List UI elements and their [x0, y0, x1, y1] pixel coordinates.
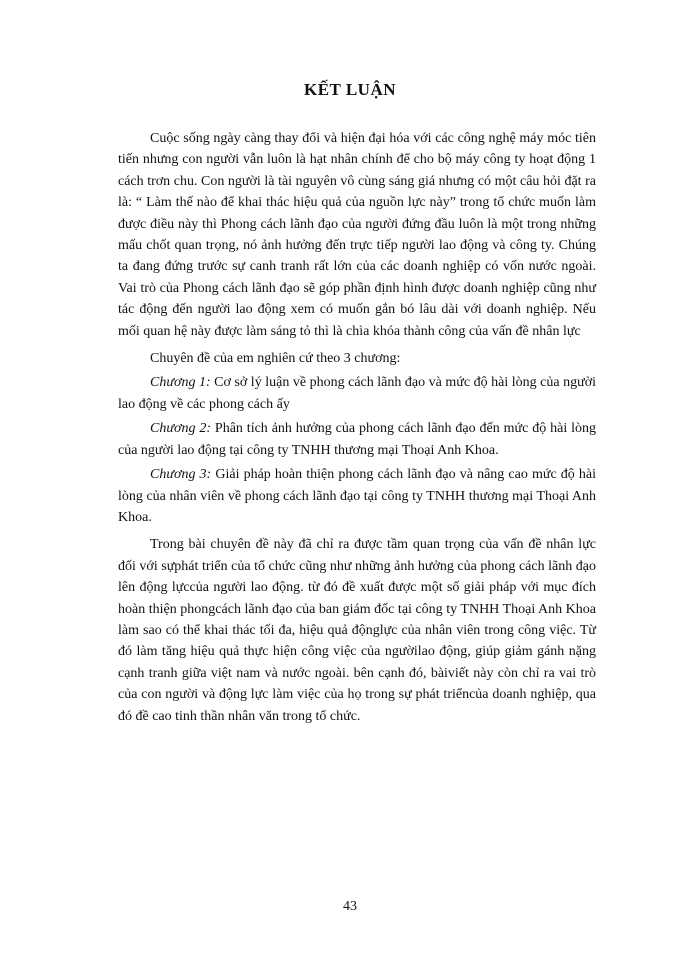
- chapter-1-label: Chương 1:: [150, 375, 211, 391]
- chapter-2-item: [118, 418, 596, 461]
- chapter-2-text: Phân tích ảnh hưởng của phong cách lãnh đạo đến mức độ hài lòng của người lao động tại công ty TNHH thương mại Thoại Anh Khoa.: [118, 421, 597, 458]
- chapter-3-label: Chương 3:: [150, 467, 212, 483]
- chapter-2-label: Chương 2:: [150, 421, 212, 437]
- chapter-3-item: [118, 464, 596, 528]
- page-number: 43: [343, 899, 357, 914]
- chapter-3-text: Giải pháp hoàn thiện phong cách lãnh đạo và nâng cao mức độ hài lòng của nhân viên về phong cách lãnh đạo tại công ty TNHH thương mại Thoại Anh Khoa.: [118, 467, 597, 525]
- intro-paragraph: Cuộc sống ngày càng thay đổi và hiện đại hóa với các công nghệ máy móc tiên tiến nhưng con người vẫn luôn là hạt nhân chính để cho bộ máy công ty hoạt động 1 cách trơn chu. Con người là tài nguyên vô cùng sáng giá nhưng có một câu hỏi đặt ra là: “ Làm thế nào để khai thác hiệu quả của nguồn lực này” trong tổ chức muốn làm được điều này thì Phong cách lãnh đạo của người đứng đầu luôn là một trong những mấu chốt quan trọng, nó ảnh hưởng đến trực tiếp người lao động và công ty. Chúng ta đang đứng trước sự canh tranh rất lớn của các doanh nghiệp có vốn nước ngoài. Vai trò của Phong cách lãnh đạo sẽ góp phần định hình được doanh nghiệp cũng như tác động đến người lao động xem có muốn gắn bó lâu dài với doanh nghiệp. Nếu mối quan hệ này được làm sáng tỏ thì là chìa khóa thành công của vấn đề nhân lực: [118, 131, 596, 339]
- closing-paragraph: Trong bài chuyên đề này đã chỉ ra được tầm quan trọng của vấn đề nhân lực đối với sựphát triển của tổ chức cũng như những ảnh hưởng của phong cách lãnh đạo lên động lựccủa người lao động. từ đó đề xuất được một số giải pháp với mục đích hoàn thiện phongcách lãnh đạo của ban giám đốc tại công ty TNHH Thoại Anh Khoa làm sao có thể khai thác tối đa, hiệu quả độnglực của nhân viên trong công việc. Từ đó làm tăng hiệu quả thực hiện công việc của ngườilao động, giúp giảm gánh nặng cạnh tranh giữa việt nam và nước ngoài. bên cạnh đó, bàiviết này còn chỉ ra vai trò của con người và động lực làm việc của họ trong sự phát triểncủa doanh nghiệp, qua đó đề cao tinh thần nhân văn trong tổ chức.: [118, 537, 596, 724]
- document-body: [118, 128, 596, 730]
- chapter-1-text: Cơ sở lý luận về phong cách lãnh đạo và mức độ hài lòng của người lao động về các phong cách ấy: [118, 375, 597, 412]
- page-title: KẾT LUẬN: [303, 80, 396, 99]
- chapter-1-item: [118, 372, 596, 415]
- chapters-intro: Chuyên đề của em nghiên cứ theo 3 chương:: [150, 351, 401, 367]
